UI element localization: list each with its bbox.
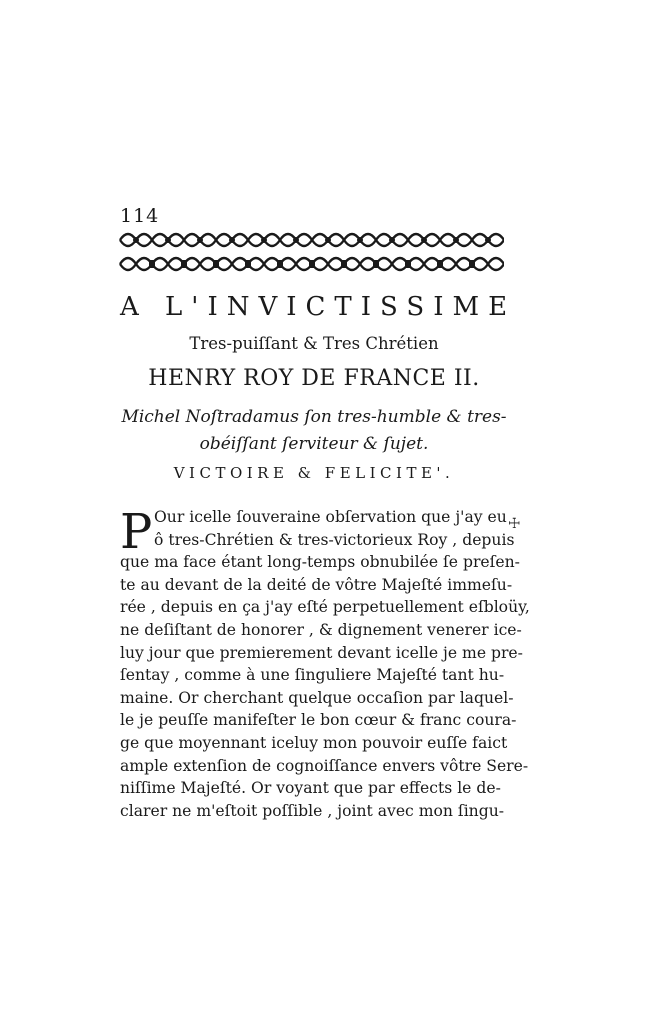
body-line: ample extenſion de cognoiſſance envers vôtre Sere- [120,756,529,775]
title-author-line [120,404,508,458]
title-king-name: HENRY ROY DE FRANCE II. [148,366,480,391]
body-line: ô tres-Chrétien & tres-victorieux Roy , depuis [154,530,515,549]
body-line: Our icelle ſouveraine obſervation que j'ay eu [154,508,507,526]
title-heading: A L'INVICTISSIME [120,292,517,322]
body-text [120,504,530,822]
body-line: que ma face étant long-temps obnubilée ſe preſen- [120,553,520,572]
title-epithet: Tres-puiſſant & Tres Chrétien [189,334,439,353]
body-line: te au devant de la deité de vôtre Majeſté immeſu- [120,575,513,594]
body-line: rée , depuis en ça j'ay eſté perpetuellement eſbloüy, [120,598,530,617]
page-number: 114 [120,205,160,227]
body-line: maine. Or cherchant quelque occaſion par laquel- [120,688,514,707]
body-line: clarer ne m'eſtoit poſſible , joint avec mon ſingu- [120,801,505,820]
ornamental-border-bottom [116,252,504,276]
body-line: ge que moyennant iceluy mon pouvoir euſſe faict [120,733,508,752]
body-line: niſſime Majeſté. Or voyant que par effects le de- [120,779,501,798]
title-author-line-1: Michel Noſtradamus ſon tres-humble & tres- [121,407,507,427]
body-line: ne deſiſtant de honorer , & dignement venerer ice- [120,620,522,639]
body-line: ſentay , comme à une ſinguliere Majeſté tant hu- [120,666,505,685]
drop-cap: P [120,504,153,560]
body-line: luy jour que premierement devant icelle je me pre- [120,643,523,662]
body-line: le je peuſſe manifeſter le bon cœur & franc coura- [120,711,517,730]
title-salutation: VICTOIRE & FELICITE'. [173,464,455,482]
margin-mark: ☩ [508,516,521,532]
ornamental-border-top [116,228,504,252]
title-author-line-2: obéiſſant ſerviteur & ſujet. [199,434,429,454]
